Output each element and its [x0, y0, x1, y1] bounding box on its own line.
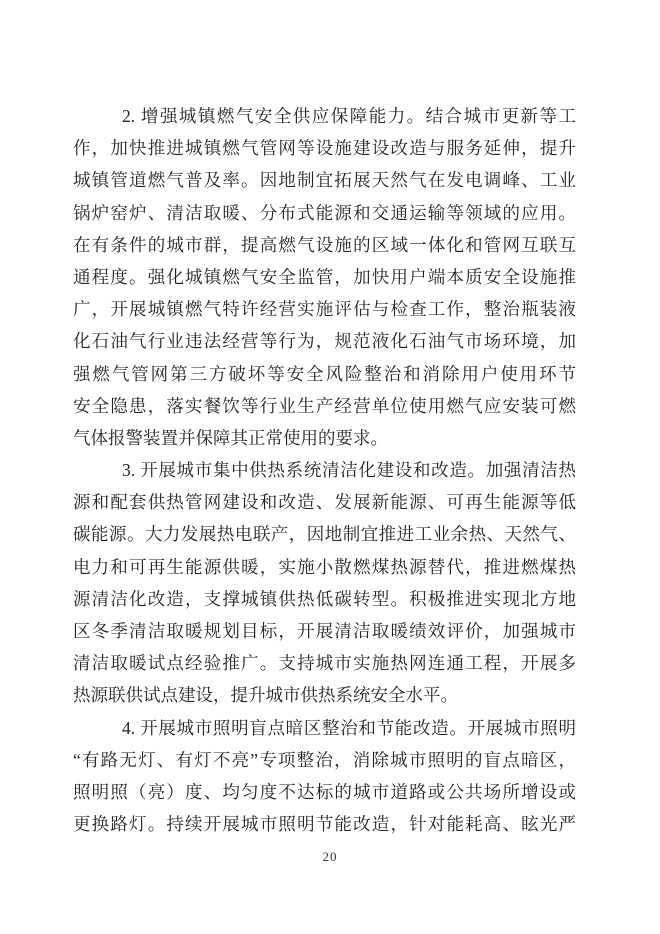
- page-number: 20: [322, 849, 338, 864]
- text-line: 照明照（亮）度、均匀度不达标的城市道路或公共场所增设或: [73, 781, 576, 802]
- text-line: 作，加快推进城镇燃气管网等设施建设改造与服务延伸，提升: [73, 138, 576, 159]
- paragraph-gas-supply: [73, 100, 576, 454]
- text-line: 热源联供试点建设，提升城市供热系统安全水平。: [73, 685, 458, 706]
- text-line: 城镇管道燃气普及率。因地制宜拓展天然气在发电调峰、工业: [73, 170, 576, 191]
- text-line: 化石油气行业违法经营等行为，规范液化石油气市场环境，加: [73, 331, 576, 352]
- text-line: 气体报警装置并保障其正常使用的要求。: [73, 427, 388, 448]
- text-line: 广，开展城镇燃气特许经营实施评估与检查工作，整治瓶装液: [73, 299, 576, 320]
- text-line: 碳能源。大力发展热电联产，因地制宜推进工业余热、天然气、: [73, 524, 576, 545]
- text-line: 强燃气管网第三方破坏等安全风险整治和消除用户使用环节: [73, 363, 576, 384]
- text-line: 电力和可再生能源供暖，实施小散燃煤热源替代，推进燃煤热: [73, 556, 576, 577]
- text-line: 安全隐患，落实餐饮等行业生产经营单位使用燃气应安装可燃: [73, 395, 576, 416]
- text-line: 通程度。强化城镇燃气安全监管，加快用户端本质安全设施推: [73, 266, 576, 287]
- paragraph-district-heating: [73, 454, 576, 712]
- text-line: 源清洁化改造，支撑城镇供热低碳转型。积极推进实现北方地: [73, 588, 576, 609]
- text-line: 清洁取暖试点经验推广。支持城市实施热网连通工程，开展多: [73, 653, 576, 674]
- text-line: 2. 增强城镇燃气安全供应保障能力。结合城市更新等工: [122, 106, 576, 126]
- text-line: 4. 开展城市照明盲点暗区整治和节能改造。开展城市照明: [122, 717, 576, 738]
- paragraph-city-lighting: [73, 712, 576, 841]
- text-line: 在有条件的城市群，提高燃气设施的区域一体化和管网互联互: [73, 234, 576, 255]
- text-line: 3. 开展城市集中供热系统清洁化建设和改造。加强清洁热: [122, 460, 576, 481]
- text-line: “有路无灯、有灯不亮”专项整治，消除城市照明的盲点暗区，: [73, 749, 576, 770]
- text-block: [73, 100, 576, 840]
- text-line: 区冬季清洁取暖规划目标，开展清洁取暖绩效评价，加强城市: [73, 621, 576, 641]
- text-line: 锅炉窑炉、清洁取暖、分布式能源和交通运输等领域的应用。: [73, 202, 576, 223]
- text-line: 源和配套供热管网建设和改造、发展新能源、可再生能源等低: [73, 492, 576, 513]
- text-line: 更换路灯。持续开展城市照明节能改造，针对能耗高、眩光严: [73, 814, 576, 835]
